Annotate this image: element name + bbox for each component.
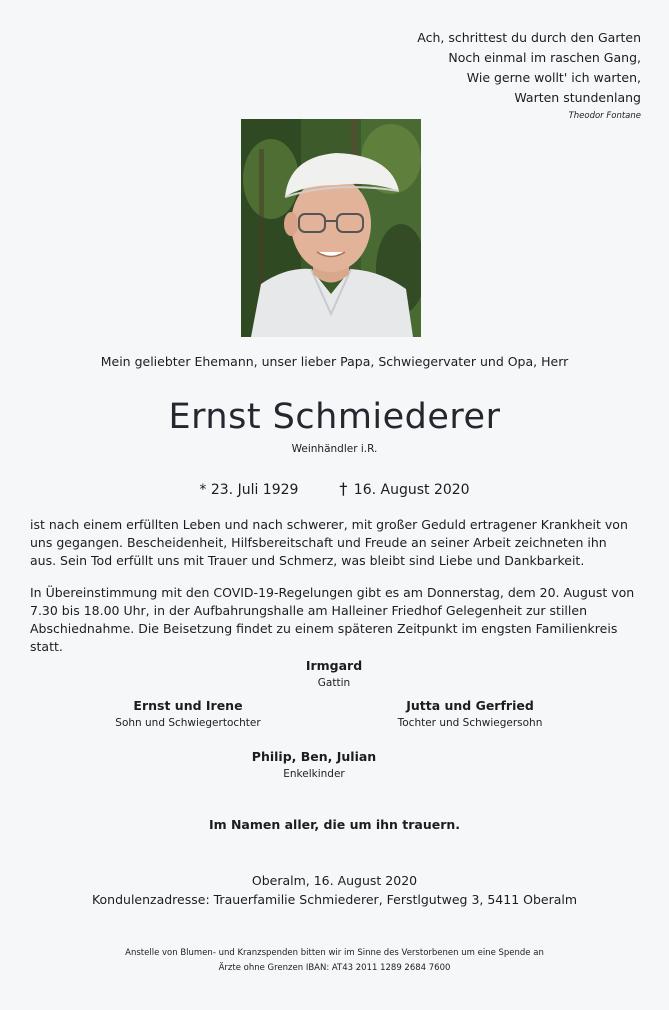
poem-author: Theodor Fontane xyxy=(568,111,641,121)
mourner-name: Jutta und Gerfried xyxy=(406,698,534,713)
cross-icon: † xyxy=(339,479,348,498)
closing-line: Im Namen aller, die um ihn trauern. xyxy=(208,817,461,832)
portrait-photo xyxy=(241,119,421,337)
mourner-name: Philip, Ben, Julian xyxy=(251,749,377,764)
paragraph: In Übereinstimmung mit den COVID-19-Regelungen gibt es am Donnerstag, dem 20. August von 7.30 bis 18.00 Uhr, in der Aufbahrungshalle am Halleiner Friedhof Gelegenheit zur stillen Abschiednahme. Die Beisetzung findet zu einem späteren Zeitpunkt im engsten Familienkreis statt. xyxy=(30,585,635,654)
mourner-relation: Enkelkinder xyxy=(283,768,345,780)
mourner-block xyxy=(234,657,434,691)
birth-date: * 23. Juli 1929 xyxy=(199,482,299,498)
life-dates xyxy=(0,479,669,498)
mourner-block xyxy=(360,697,580,731)
deceased-name: Ernst Schmiederer xyxy=(168,397,501,437)
donation-iban: Ärzte ohne Grenzen IBAN: AT43 2011 1289 2684 7600 xyxy=(218,963,451,973)
place-date: Oberalm, 16. August 2020 xyxy=(251,873,418,888)
poem-line: Ach, schrittest du durch den Garten xyxy=(417,30,641,45)
mourner-relation: Gattin xyxy=(317,677,351,689)
poem-line: Warten stundenlang xyxy=(514,90,641,105)
paragraph: ist nach einem erfüllten Leben und nach schwerer, mit großer Geduld ertragener Krankheit von uns gegangen. Bescheidenheit, Hilfsbereitschaft und Freude an seiner Arbeit zeichneten ihn aus. Sein Tod erfüllt uns mit Trauer und Schmerz, was bleibt sind Liebe und Dankbarkeit. xyxy=(30,517,628,568)
intro-text: Mein geliebter Ehemann, unser lieber Papa, Schwiegervater und Opa, Herr xyxy=(100,354,569,369)
donation-line: Anstelle von Blumen- und Kranzspenden bitten wir im Sinne des Verstorbenen um eine Spende an xyxy=(125,948,544,958)
poem-line: Noch einmal im raschen Gang, xyxy=(448,50,641,65)
deceased-profession: Weinhändler i.R. xyxy=(291,443,378,455)
mourner-name: Ernst und Irene xyxy=(133,698,243,713)
mourner-block xyxy=(214,748,414,782)
poem-line: Wie gerne wollt' ich warten, xyxy=(466,70,641,85)
condolence-address: Kondulenzadresse: Trauerfamilie Schmiederer, Ferstlgutweg 3, 5411 Oberalm xyxy=(91,892,578,907)
mourner-relation: Tochter und Schwiegersohn xyxy=(397,717,543,729)
donation-note xyxy=(0,946,669,976)
death-date: 16. August 2020 xyxy=(353,482,470,498)
mourner-block xyxy=(78,697,298,731)
mourner-relation: Sohn und Schwiegertochter xyxy=(115,717,261,729)
mourner-name: Irmgard xyxy=(305,658,363,673)
poem xyxy=(321,28,641,123)
